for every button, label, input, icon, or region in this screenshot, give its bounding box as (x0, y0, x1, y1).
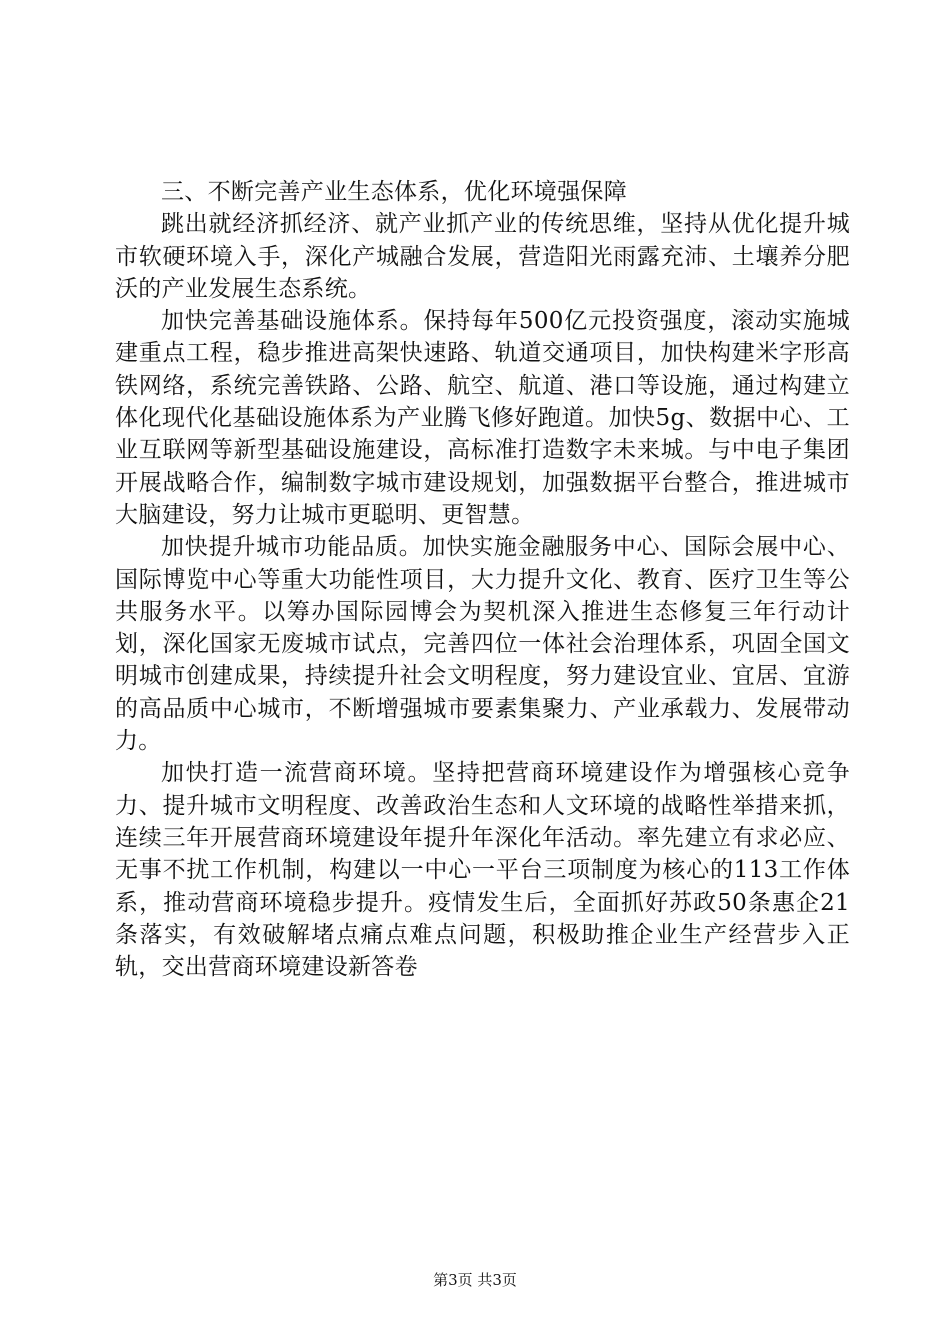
paragraph-intro: 跳出就经济抓经济、就产业抓产业的传统思维，坚持从优化提升城市软硬环境入手，深化产城融合发展，营造阳光雨露充沛、土壤养分肥沃的产业发展生态系统。 (115, 211, 850, 302)
document-body (115, 176, 850, 983)
paragraph-infrastructure: 加快完善基础设施体系。保持每年500亿元投资强度，滚动实施城建重点工程，稳步推进高架快速路、轨道交通项目，加快构建米字形高铁网络，系统完善铁路、公路、航空、航道、港口等设施，通过构建立体化现代化基础设施体系为产业腾飞修好跑道。加快5g、数据中心、工业互联网等新型基础设施建设，高标准打造数字未来城。与中电子集团开展战略合作，编制数字城市建设规划，加强数据平台整合，推进城市大脑建设，努力让城市更聪明、更智慧。 (115, 308, 850, 528)
paragraph-business-environment: 加快打造一流营商环境。坚持把营商环境建设作为增强核心竞争力、提升城市文明程度、改善政治生态和人文环境的战略性举措来抓，连续三年开展营商环境建设年提升年深化年活动。率先建立有求必应、无事不扰工作机制，构建以一中心一平台三项制度为核心的113工作体系，推动营商环境稳步提升。疫情发生后，全面抓好苏政50条惠企21条落实，有效破解堵点痛点难点问题，积极助推企业生产经营步入正轨，交出营商环境建设新答卷 (115, 760, 850, 981)
page-number-footer: 第3页 共3页 (433, 1271, 517, 1289)
paragraph-city-function: 加快提升城市功能品质。加快实施金融服务中心、国际会展中心、国际博览中心等重大功能性项目，大力提升文化、教育、医疗卫生等公共服务水平。以筹办国际园博会为契机深入推进生态修复三年行动计划，深化国家无废城市试点，完善四位一体社会治理体系，巩固全国文明城市创建成果，持续提升社会文明程度，努力建设宜业、宜居、宜游的高品质中心城市，不断增强城市要素集聚力、产业承载力、发展带动力。 (115, 534, 850, 755)
section-heading: 三、不断完善产业生态体系，优化环境强保障 (161, 179, 627, 205)
